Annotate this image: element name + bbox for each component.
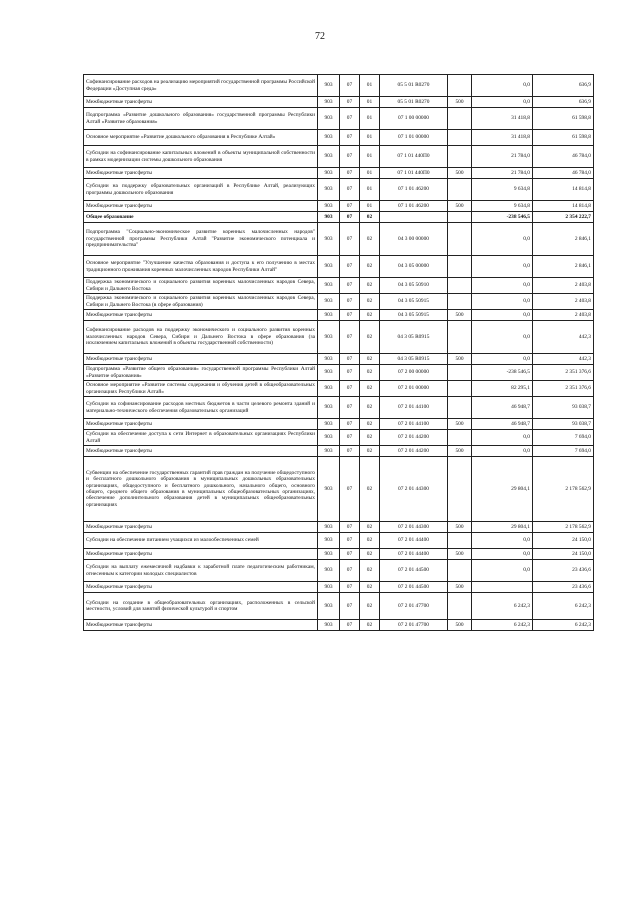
cell-name: Софинансирование расходов на реализацию мероприятий государственной программы Российской Федерации «Доступная среда»: [84, 75, 318, 97]
cell-target-article: 07 2 01 44300: [380, 457, 448, 522]
cell-name: Субсидии на поддержку образовательных организаций в Республике Алтай, реализующих программы дошкольного образования: [84, 179, 318, 201]
table-row: [84, 365, 594, 381]
cell-target-article: 04 3 05 50910: [380, 278, 448, 294]
cell-amount-total: 2 403,8: [533, 294, 594, 310]
cell-name: Субсидии на обеспечение питанием учащихся из малообеспеченных семей: [84, 533, 318, 549]
cell-amount-change: 6 242,3: [472, 620, 533, 631]
cell-section: 07: [340, 620, 360, 631]
cell-target-article: 07 1 01 46200: [380, 179, 448, 201]
cell-admin-code: 903: [318, 223, 340, 256]
cell-admin-code: 903: [318, 294, 340, 310]
cell-amount-change: 0,0: [472, 446, 533, 457]
table-row: [84, 310, 594, 321]
cell-name: Основное мероприятие «Развитие системы содержания и обучения детей в общеобразовательных организациях Республики Алтай»: [84, 381, 318, 397]
cell-section: 07: [340, 278, 360, 294]
cell-name: Поддержка экономического и социального развития коренных малочисленных народов Севера, Сибири и Дальнего Востока (в сфере образования): [84, 294, 318, 310]
cell-subsection: 02: [360, 310, 380, 321]
cell-amount-total: 6 242,3: [533, 620, 594, 631]
cell-amount-total: 2 403,8: [533, 278, 594, 294]
cell-target-article: 07 1 01 440П0: [380, 168, 448, 179]
cell-subsection: 02: [360, 593, 380, 620]
budget-table: [83, 74, 594, 631]
table-row: [84, 212, 594, 223]
cell-name: Межбюджетные трансферты: [84, 97, 318, 108]
cell-amount-change: 9 634,8: [472, 201, 533, 212]
cell-expense-type: [448, 130, 472, 146]
cell-name: Софинансирование расходов на поддержку экономического и социального развития коренных малочисленных народов Севера, Сибири и Дальнего Востока в сфере образования (за исключением капитальных вложений в объекты государственной собственности): [84, 321, 318, 354]
cell-name: Межбюджетные трансферты: [84, 522, 318, 533]
table-row: [84, 397, 594, 419]
cell-amount-change: 31 418,8: [472, 108, 533, 130]
table-row: [84, 430, 594, 446]
cell-subsection: 01: [360, 130, 380, 146]
cell-expense-type: 500: [448, 620, 472, 631]
cell-amount-change: 21 784,0: [472, 168, 533, 179]
cell-target-article: 04 3 00 00000: [380, 223, 448, 256]
cell-amount-total: 2 846,1: [533, 223, 594, 256]
budget-table-body: [84, 75, 594, 631]
cell-target-article: 04 3 05 50915: [380, 294, 448, 310]
cell-amount-total: 2 354 222,7: [533, 212, 594, 223]
cell-subsection: 02: [360, 549, 380, 560]
cell-amount-total: 23 436,6: [533, 560, 594, 582]
cell-expense-type: [448, 321, 472, 354]
cell-name: Субсидии на создание в общеобразовательных организациях, расположенных в сельской местности, условий для занятий физической культурой и спортом: [84, 593, 318, 620]
cell-section: 07: [340, 168, 360, 179]
cell-subsection: 02: [360, 212, 380, 223]
cell-amount-change: 0,0: [472, 354, 533, 365]
table-row: [84, 549, 594, 560]
cell-subsection: 02: [360, 560, 380, 582]
table-row: [84, 294, 594, 310]
cell-admin-code: 903: [318, 179, 340, 201]
cell-name: Межбюджетные трансферты: [84, 354, 318, 365]
cell-amount-change: 46 948,7: [472, 397, 533, 419]
cell-amount-total: 46 784,0: [533, 168, 594, 179]
table-row: [84, 446, 594, 457]
cell-amount-total: 46 784,0: [533, 146, 594, 168]
cell-name: Подпрограмма "Социально-экономическое развитие коренных малочисленных народов" государственной программы Республики Алтай "Развитие экономического потенциала и предпринимательства": [84, 223, 318, 256]
cell-section: 07: [340, 223, 360, 256]
cell-target-article: 07 2 01 44400: [380, 533, 448, 549]
cell-amount-change: -238 546,5: [472, 212, 533, 223]
cell-name: Подпрограмма «Развитие дошкольного образования» государственной программы Республики Алтай «Развитие образования»: [84, 108, 318, 130]
cell-expense-type: 500: [448, 522, 472, 533]
cell-subsection: 02: [360, 256, 380, 278]
cell-expense-type: [448, 560, 472, 582]
cell-target-article: 05 5 01 R0270: [380, 97, 448, 108]
table-row: [84, 620, 594, 631]
cell-amount-total: 2 351 376,6: [533, 381, 594, 397]
cell-admin-code: 903: [318, 457, 340, 522]
cell-amount-change: 0,0: [472, 321, 533, 354]
cell-name: Межбюджетные трансферты: [84, 549, 318, 560]
cell-amount-total: 2 178 562,9: [533, 457, 594, 522]
cell-target-article: 07 2 01 44300: [380, 522, 448, 533]
cell-admin-code: 903: [318, 256, 340, 278]
cell-expense-type: [448, 397, 472, 419]
cell-target-article: 07 2 01 47700: [380, 620, 448, 631]
cell-target-article: 07 1 01 440П0: [380, 146, 448, 168]
cell-name: Межбюджетные трансферты: [84, 419, 318, 430]
cell-admin-code: 903: [318, 593, 340, 620]
cell-amount-change: 0,0: [472, 278, 533, 294]
cell-section: 07: [340, 201, 360, 212]
cell-section: 07: [340, 582, 360, 593]
cell-section: 07: [340, 75, 360, 97]
cell-admin-code: 903: [318, 419, 340, 430]
cell-admin-code: 903: [318, 310, 340, 321]
cell-amount-total: 636,9: [533, 97, 594, 108]
cell-admin-code: 903: [318, 560, 340, 582]
cell-expense-type: [448, 179, 472, 201]
cell-amount-change: 0,0: [472, 560, 533, 582]
cell-admin-code: 903: [318, 533, 340, 549]
cell-section: 07: [340, 321, 360, 354]
cell-section: 07: [340, 179, 360, 201]
cell-section: 07: [340, 549, 360, 560]
cell-subsection: 02: [360, 365, 380, 381]
cell-section: 07: [340, 108, 360, 130]
cell-expense-type: [448, 212, 472, 223]
cell-expense-type: [448, 457, 472, 522]
cell-amount-total: 24 150,0: [533, 549, 594, 560]
cell-expense-type: 500: [448, 446, 472, 457]
cell-admin-code: 903: [318, 446, 340, 457]
cell-expense-type: 500: [448, 354, 472, 365]
table-row: [84, 278, 594, 294]
cell-admin-code: 903: [318, 430, 340, 446]
cell-section: 07: [340, 457, 360, 522]
cell-amount-change: 82 295,1: [472, 381, 533, 397]
cell-amount-change: 0,0: [472, 294, 533, 310]
cell-amount-total: 2 403,8: [533, 310, 594, 321]
cell-expense-type: [448, 108, 472, 130]
cell-amount-change: 29 804,1: [472, 522, 533, 533]
cell-amount-total: 2 178 562,9: [533, 522, 594, 533]
cell-section: 07: [340, 212, 360, 223]
cell-name: Общее образование: [84, 212, 318, 223]
cell-amount-change: 0,0: [472, 97, 533, 108]
cell-section: 07: [340, 256, 360, 278]
cell-subsection: 02: [360, 321, 380, 354]
cell-admin-code: 903: [318, 146, 340, 168]
table-row: [84, 582, 594, 593]
cell-target-article: 07 1 01 46200: [380, 201, 448, 212]
cell-expense-type: 500: [448, 419, 472, 430]
cell-amount-total: 2 351 376,6: [533, 365, 594, 381]
cell-target-article: 04 3 05 R0915: [380, 321, 448, 354]
cell-section: 07: [340, 294, 360, 310]
table-row: [84, 130, 594, 146]
cell-admin-code: 903: [318, 397, 340, 419]
table-row: [84, 321, 594, 354]
cell-amount-change: 0,0: [472, 430, 533, 446]
cell-name: Субсидии на выплату ежемесячной надбавки к заработной плате педагогическим работникам, отнесенным к категории молодых специалистов: [84, 560, 318, 582]
cell-expense-type: [448, 75, 472, 97]
cell-subsection: 02: [360, 457, 380, 522]
cell-subsection: 02: [360, 278, 380, 294]
table-row: [84, 256, 594, 278]
cell-subsection: 01: [360, 201, 380, 212]
cell-name: Межбюджетные трансферты: [84, 620, 318, 631]
cell-target-article: 07 1 01 00000: [380, 130, 448, 146]
cell-amount-total: 14 814,8: [533, 201, 594, 212]
cell-subsection: 02: [360, 582, 380, 593]
cell-name: Поддержка экономического и социального развития коренных малочисленных народов Севера, Сибири и Дальнего Востока: [84, 278, 318, 294]
table-row: [84, 168, 594, 179]
cell-admin-code: 903: [318, 582, 340, 593]
cell-section: 07: [340, 130, 360, 146]
cell-admin-code: 903: [318, 201, 340, 212]
cell-amount-total: 7 694,0: [533, 446, 594, 457]
table-row: [84, 108, 594, 130]
cell-section: 07: [340, 354, 360, 365]
cell-section: 07: [340, 533, 360, 549]
cell-target-article: 07 2 01 44500: [380, 582, 448, 593]
cell-expense-type: 500: [448, 310, 472, 321]
cell-target-article: 07 2 01 44200: [380, 430, 448, 446]
cell-expense-type: [448, 278, 472, 294]
cell-target-article: 04 3 05 00000: [380, 256, 448, 278]
cell-target-article: 07 2 01 44100: [380, 419, 448, 430]
cell-subsection: 02: [360, 446, 380, 457]
cell-target-article: 07 2 01 47700: [380, 593, 448, 620]
cell-amount-change: 0,0: [472, 75, 533, 97]
cell-admin-code: 903: [318, 212, 340, 223]
cell-subsection: 02: [360, 430, 380, 446]
cell-amount-change: 0,0: [472, 223, 533, 256]
cell-expense-type: 500: [448, 549, 472, 560]
table-row: [84, 381, 594, 397]
cell-expense-type: [448, 533, 472, 549]
cell-admin-code: 903: [318, 522, 340, 533]
cell-expense-type: 500: [448, 582, 472, 593]
cell-admin-code: 903: [318, 321, 340, 354]
cell-amount-total: 6 242,3: [533, 593, 594, 620]
cell-section: 07: [340, 397, 360, 419]
cell-expense-type: [448, 381, 472, 397]
cell-expense-type: 500: [448, 168, 472, 179]
cell-amount-change: 6 242,3: [472, 593, 533, 620]
table-row: [84, 223, 594, 256]
cell-subsection: 02: [360, 397, 380, 419]
cell-name: Межбюджетные трансферты: [84, 310, 318, 321]
cell-subsection: 02: [360, 533, 380, 549]
cell-amount-change: -238 546,5: [472, 365, 533, 381]
table-row: [84, 201, 594, 212]
cell-name: Субсидии на обеспечение доступа к сети Интернет в образовательных организациях Республики Алтай: [84, 430, 318, 446]
cell-subsection: 02: [360, 294, 380, 310]
cell-section: 07: [340, 97, 360, 108]
cell-amount-total: 636,9: [533, 75, 594, 97]
cell-section: 07: [340, 381, 360, 397]
cell-subsection: 01: [360, 168, 380, 179]
cell-amount-change: 0,0: [472, 310, 533, 321]
cell-amount-change: 0,0: [472, 256, 533, 278]
cell-section: 07: [340, 430, 360, 446]
page-number: 72: [315, 31, 325, 42]
cell-subsection: 02: [360, 354, 380, 365]
cell-target-article: 07 2 01 44100: [380, 397, 448, 419]
cell-admin-code: 903: [318, 97, 340, 108]
cell-section: 07: [340, 419, 360, 430]
cell-subsection: 01: [360, 97, 380, 108]
cell-amount-total: 442,3: [533, 354, 594, 365]
cell-subsection: 02: [360, 223, 380, 256]
cell-subsection: 01: [360, 179, 380, 201]
cell-name: Межбюджетные трансферты: [84, 168, 318, 179]
cell-section: 07: [340, 365, 360, 381]
cell-expense-type: 500: [448, 97, 472, 108]
cell-expense-type: [448, 256, 472, 278]
cell-name: Подпрограмма «Развитие общего образования» государственной программы Республики Алтай «Развитие образования»: [84, 365, 318, 381]
cell-target-article: 04 3 05 R0915: [380, 354, 448, 365]
cell-amount-total: 7 694,0: [533, 430, 594, 446]
cell-expense-type: [448, 294, 472, 310]
cell-subsection: 01: [360, 75, 380, 97]
cell-subsection: 02: [360, 522, 380, 533]
cell-target-article: 07 2 01 44400: [380, 549, 448, 560]
cell-admin-code: 903: [318, 549, 340, 560]
cell-amount-total: 93 038,7: [533, 397, 594, 419]
cell-amount-total: 2 846,1: [533, 256, 594, 278]
cell-amount-total: 442,3: [533, 321, 594, 354]
cell-section: 07: [340, 146, 360, 168]
cell-target-article: 07 2 01 44500: [380, 560, 448, 582]
cell-amount-change: 9 634,8: [472, 179, 533, 201]
cell-expense-type: [448, 223, 472, 256]
cell-amount-change: 0,0: [472, 533, 533, 549]
cell-subsection: 02: [360, 620, 380, 631]
cell-target-article: 07 1 00 00000: [380, 108, 448, 130]
cell-admin-code: 903: [318, 354, 340, 365]
cell-amount-change: 21 784,0: [472, 146, 533, 168]
cell-subsection: 01: [360, 146, 380, 168]
cell-name: Субсидии на софинансирование капитальных вложений в объекты муниципальной собственности в рамках модернизации системы дошкольного образования: [84, 146, 318, 168]
cell-target-article: 07 2 01 00000: [380, 381, 448, 397]
cell-expense-type: [448, 593, 472, 620]
table-row: [84, 419, 594, 430]
table-row: [84, 97, 594, 108]
cell-admin-code: 903: [318, 130, 340, 146]
table-row: [84, 179, 594, 201]
cell-amount-change: 29 804,1: [472, 457, 533, 522]
cell-subsection: 02: [360, 419, 380, 430]
cell-amount-total: 61 598,8: [533, 108, 594, 130]
cell-name: Субвенции на обеспечение государственных гарантий прав граждан на получение общедоступного и бесплатного дошкольного образования в муниципальных дошкольных образовательных организациях, общедоступного и бесплатного дошкольного, начального общего, основного общего, среднего общего образования в муниципальных общеобразовательных организациях, обеспечение дополнительного образования детей в муниципальных общеобразовательных организациях: [84, 457, 318, 522]
cell-name: Субсидии на софинансирование расходов местных бюджетов в части целевого ремонта зданий и материально-технического обеспечения образовательных организаций: [84, 397, 318, 419]
cell-amount-change: 0,0: [472, 549, 533, 560]
cell-subsection: 01: [360, 108, 380, 130]
table-row: [84, 354, 594, 365]
cell-amount-total: 24 150,0: [533, 533, 594, 549]
table-row: [84, 457, 594, 522]
cell-admin-code: 903: [318, 278, 340, 294]
cell-target-article: 05 5 01 R0270: [380, 75, 448, 97]
cell-expense-type: 500: [448, 201, 472, 212]
table-row: [84, 75, 594, 97]
table-row: [84, 522, 594, 533]
cell-amount-total: 93 038,7: [533, 419, 594, 430]
cell-admin-code: 903: [318, 108, 340, 130]
cell-expense-type: [448, 430, 472, 446]
cell-admin-code: 903: [318, 75, 340, 97]
cell-target-article: 07 2 01 44200: [380, 446, 448, 457]
cell-admin-code: 903: [318, 365, 340, 381]
cell-section: 07: [340, 522, 360, 533]
cell-name: Межбюджетные трансферты: [84, 446, 318, 457]
cell-target-article: 07 2 00 00000: [380, 365, 448, 381]
cell-section: 07: [340, 446, 360, 457]
cell-admin-code: 903: [318, 620, 340, 631]
cell-name: Основное мероприятие "Улучшение качества образования и доступа к его получению в местах традиционного проживания коренных малочисленных народов Республики Алтай": [84, 256, 318, 278]
cell-section: 07: [340, 310, 360, 321]
cell-amount-total: 14 814,8: [533, 179, 594, 201]
cell-admin-code: 903: [318, 381, 340, 397]
cell-amount-change: [472, 582, 533, 593]
table-row: [84, 560, 594, 582]
cell-expense-type: [448, 365, 472, 381]
cell-amount-total: 61 598,8: [533, 130, 594, 146]
cell-expense-type: [448, 146, 472, 168]
cell-amount-total: 23 436,6: [533, 582, 594, 593]
cell-target-article: [380, 212, 448, 223]
cell-subsection: 02: [360, 381, 380, 397]
table-row: [84, 593, 594, 620]
cell-name: Межбюджетные трансферты: [84, 582, 318, 593]
cell-target-article: 04 3 05 50915: [380, 310, 448, 321]
table-row: [84, 533, 594, 549]
table-row: [84, 146, 594, 168]
cell-admin-code: 903: [318, 168, 340, 179]
cell-section: 07: [340, 593, 360, 620]
cell-section: 07: [340, 560, 360, 582]
cell-amount-change: 46 948,7: [472, 419, 533, 430]
cell-amount-change: 31 418,8: [472, 130, 533, 146]
cell-name: Межбюджетные трансферты: [84, 201, 318, 212]
cell-name: Основное мероприятие «Развитие дошкольного образования в Республике Алтай»: [84, 130, 318, 146]
